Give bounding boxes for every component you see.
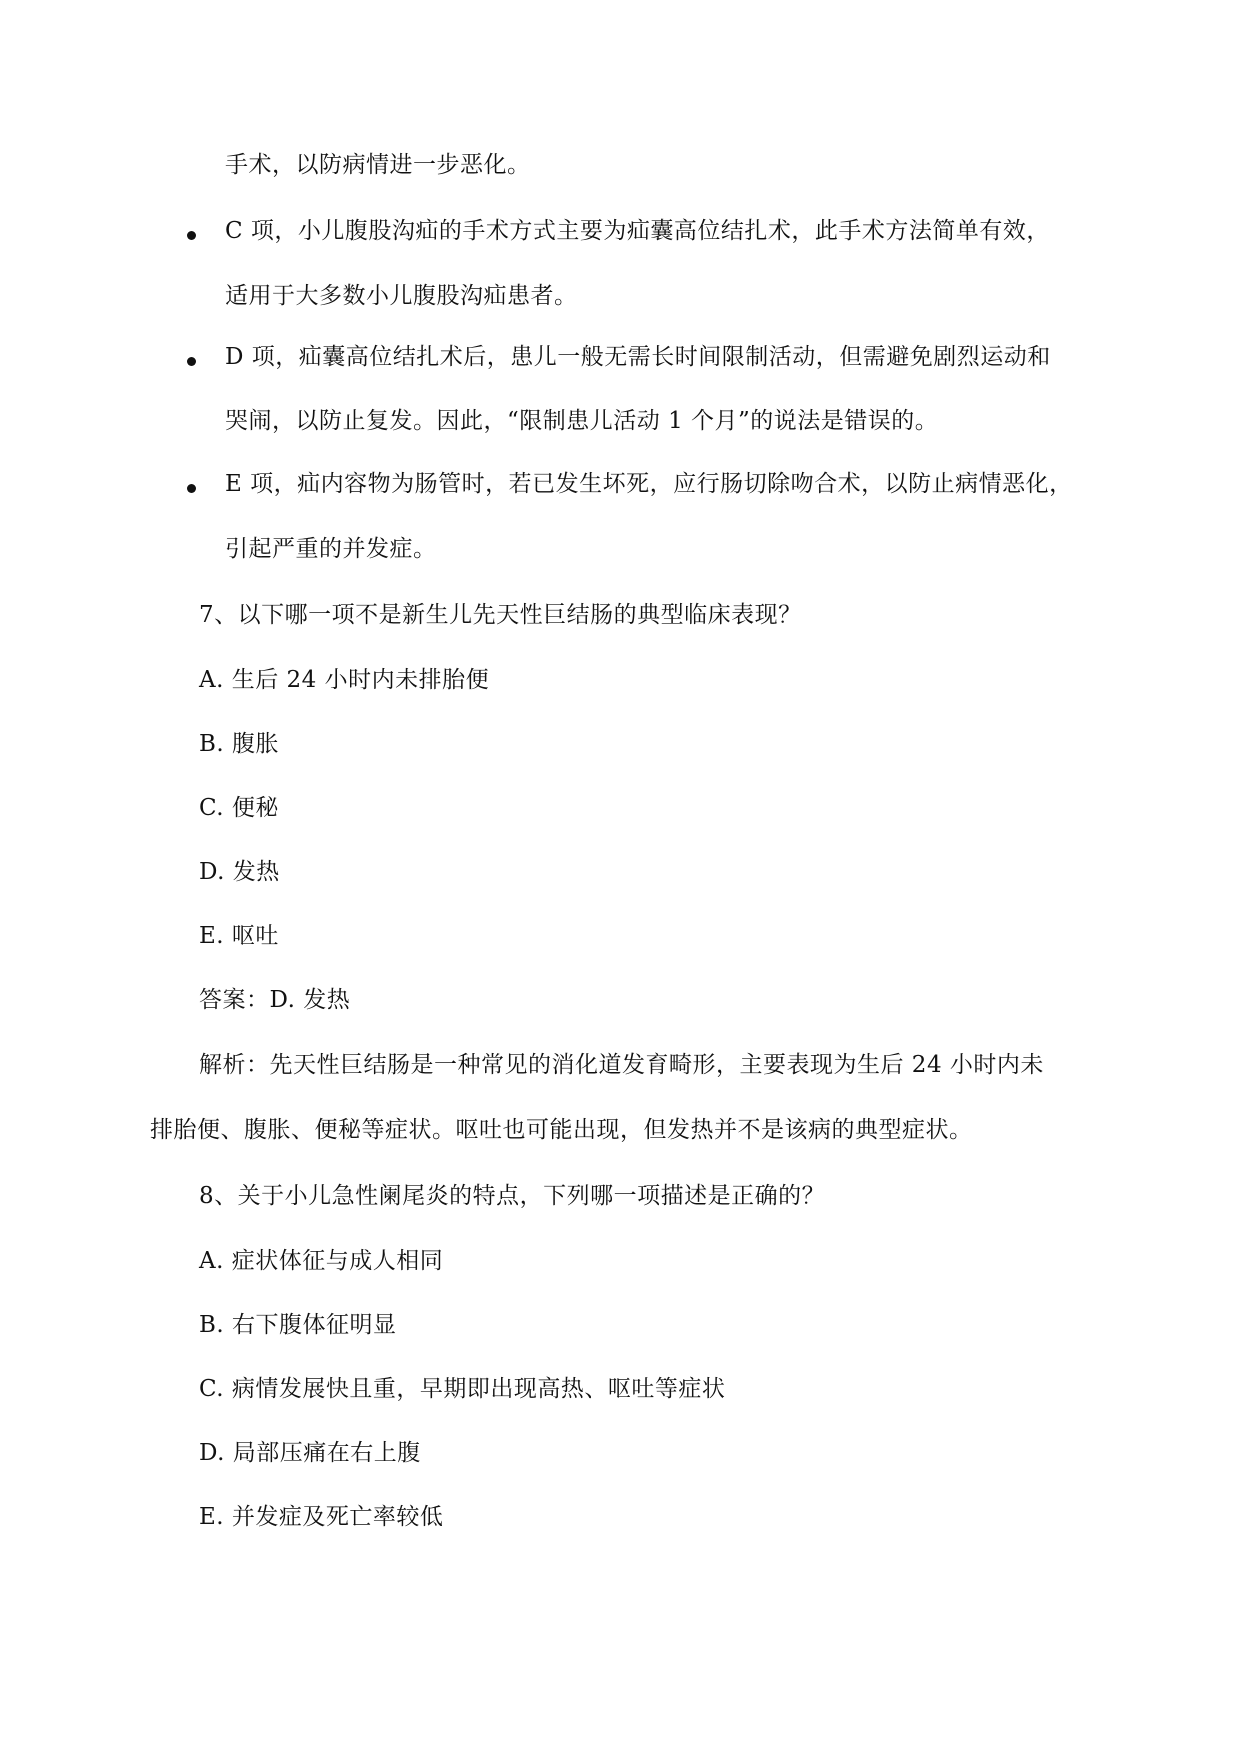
bullet-d-line2: 哭闹，以防止复发。因此，“限制患儿活动 1 个月”的说法是错误的。 <box>225 408 939 434</box>
bullet-d-line1: D 项，疝囊高位结扎术后，患儿一般无需长时间限制活动，但需避免剧烈运动和 <box>225 344 1051 370</box>
question-8-option-e: E. 并发症及死亡率较低 <box>199 1504 444 1530</box>
bullet-e-line1: E 项，疝内容物为肠管时，若已发生坏死，应行肠切除吻合术，以防止病情恶化， <box>225 471 1073 497</box>
bullet-dot <box>187 231 196 240</box>
question-8-option-a: A. 症状体征与成人相同 <box>199 1248 444 1274</box>
question-8-stem: 8、关于小儿急性阑尾炎的特点，下列哪一项描述是正确的？ <box>199 1183 826 1209</box>
bullet-dot <box>187 357 196 366</box>
question-7-option-c: C. 便秘 <box>199 795 279 821</box>
question-7-option-d: D. 发热 <box>199 859 280 885</box>
question-8-option-d: D. 局部压痛在右上腹 <box>199 1440 421 1466</box>
question-7-option-a: A. 生后 24 小时内未排胎便 <box>199 667 490 693</box>
bullet-e-line2: 引起严重的并发症。 <box>225 536 437 562</box>
continuation-text: 手术，以防病情进一步恶化。 <box>225 152 531 178</box>
question-7-explanation-line2: 排胎便、腹胀、便秘等症状。呕吐也可能出现，但发热并不是该病的典型症状。 <box>150 1117 973 1143</box>
bullet-c-line2: 适用于大多数小儿腹股沟疝患者。 <box>225 283 578 309</box>
bullet-dot <box>187 484 196 493</box>
question-7-answer: 答案：D. 发热 <box>199 987 351 1013</box>
question-8-option-c: C. 病情发展快且重，早期即出现高热、呕吐等症状 <box>199 1376 726 1402</box>
question-7-stem: 7、以下哪一项不是新生儿先天性巨结肠的典型临床表现？ <box>199 602 802 628</box>
question-8-option-b: B. 右下腹体征明显 <box>199 1312 397 1338</box>
question-7-option-b: B. 腹胀 <box>199 731 280 757</box>
question-7-explanation-line1: 解析：先天性巨结肠是一种常见的消化道发育畸形，主要表现为生后 24 小时内未 <box>199 1052 1044 1078</box>
bullet-c-line1: C 项，小儿腹股沟疝的手术方式主要为疝囊高位结扎术，此手术方法简单有效， <box>225 218 1050 244</box>
question-7-option-e: E. 呕吐 <box>199 923 279 949</box>
